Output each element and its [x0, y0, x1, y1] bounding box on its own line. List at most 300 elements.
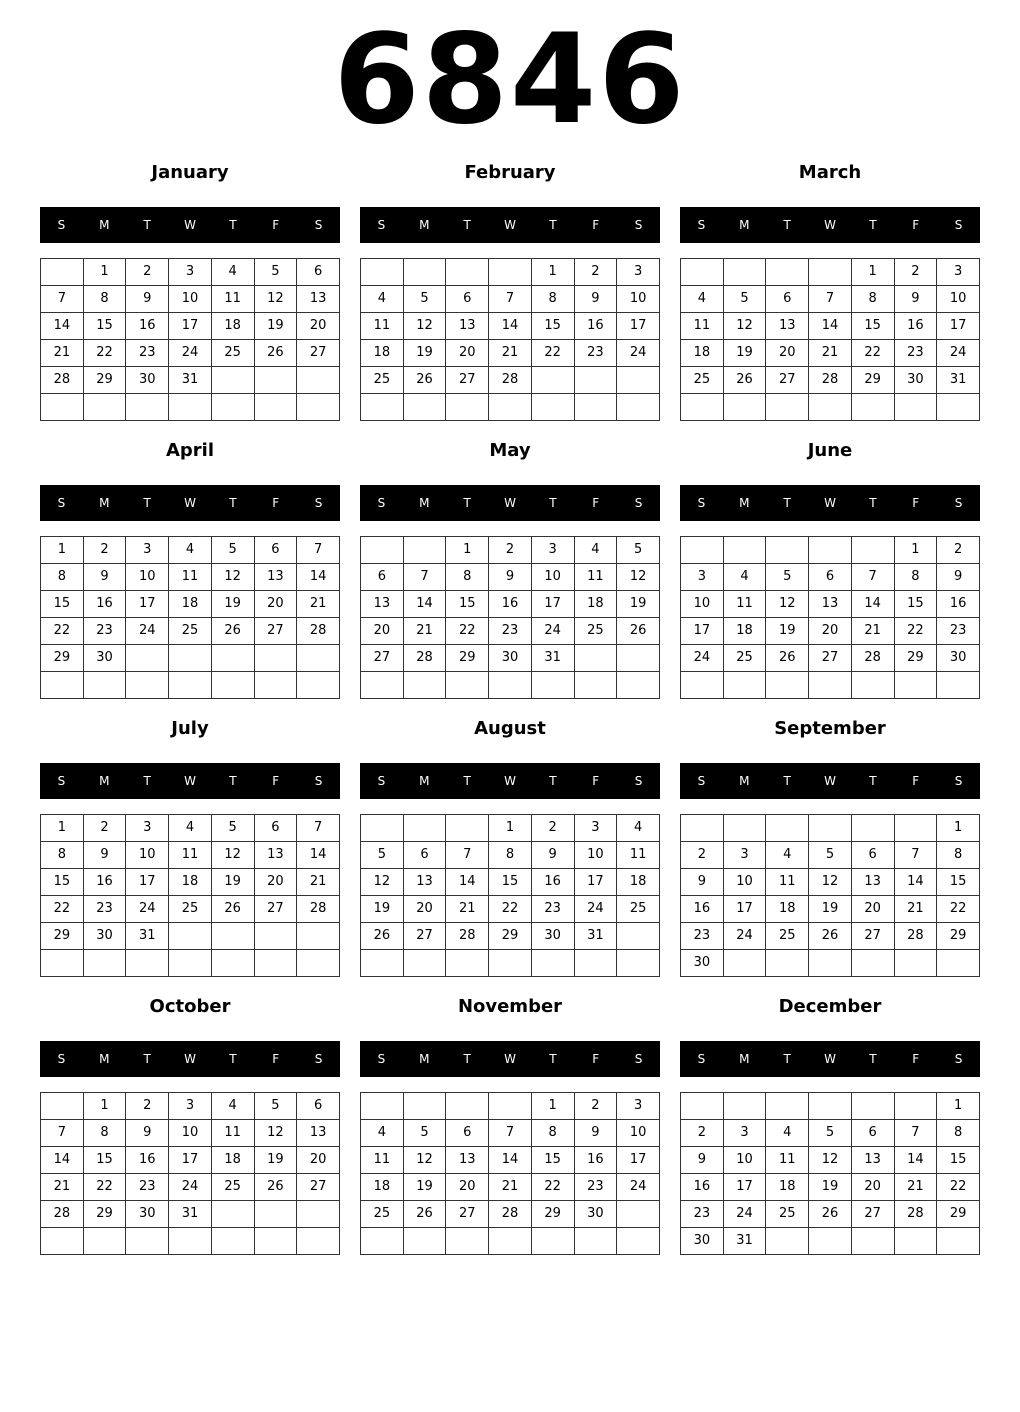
weekday-label: M	[419, 1052, 430, 1066]
day-cell	[41, 1093, 84, 1120]
weekday-label: T	[783, 496, 791, 510]
week-row	[361, 1120, 660, 1147]
day-cell: 29	[41, 645, 84, 672]
day-cell: 8	[489, 842, 532, 869]
day-cell: 10	[617, 286, 660, 313]
day-grid	[40, 1092, 340, 1255]
day-cell: 17	[723, 1174, 766, 1201]
day-cell: 19	[766, 618, 809, 645]
week-row	[361, 896, 660, 923]
week-row	[681, 1174, 980, 1201]
day-cell	[489, 1228, 532, 1255]
day-cell: 22	[83, 340, 126, 367]
day-cell	[723, 394, 766, 421]
day-cell	[851, 815, 894, 842]
day-cell: 26	[809, 923, 852, 950]
day-cell: 27	[851, 923, 894, 950]
weekday-label: F	[272, 1052, 280, 1066]
day-cell	[937, 394, 980, 421]
day-cell	[446, 815, 489, 842]
day-cell: 18	[169, 869, 212, 896]
day-cell: 31	[169, 367, 212, 394]
day-cell	[297, 672, 340, 699]
week-row	[41, 564, 340, 591]
weekday-label: T	[463, 496, 471, 510]
day-cell: 2	[937, 537, 980, 564]
day-cell: 16	[894, 313, 937, 340]
day-cell	[297, 1201, 340, 1228]
day-cell	[297, 950, 340, 977]
day-cell: 26	[809, 1201, 852, 1228]
week-row	[361, 564, 660, 591]
day-cell: 6	[446, 286, 489, 313]
weekday-label: S	[634, 496, 643, 510]
day-cell	[446, 672, 489, 699]
weekday-label: F	[912, 496, 920, 510]
weekday-label: T	[463, 774, 471, 788]
weekday-label: T	[869, 496, 877, 510]
weekday-label: S	[57, 496, 66, 510]
day-cell	[297, 1228, 340, 1255]
day-cell: 25	[211, 340, 254, 367]
day-cell: 18	[361, 340, 404, 367]
weekday-label: W	[184, 774, 196, 788]
day-cell: 22	[531, 340, 574, 367]
day-cell: 13	[446, 313, 489, 340]
day-cell: 15	[851, 313, 894, 340]
day-cell	[766, 672, 809, 699]
day-cell	[489, 1093, 532, 1120]
day-cell: 31	[531, 645, 574, 672]
day-cell: 6	[809, 564, 852, 591]
day-cell: 30	[489, 645, 532, 672]
day-cell: 20	[766, 340, 809, 367]
weekday-label: W	[824, 774, 836, 788]
day-cell	[531, 672, 574, 699]
day-cell	[574, 367, 617, 394]
day-cell	[851, 537, 894, 564]
day-cell: 7	[489, 286, 532, 313]
week-row	[681, 815, 980, 842]
weekday-label: T	[869, 218, 877, 232]
day-cell: 11	[211, 1120, 254, 1147]
day-cell: 5	[254, 259, 297, 286]
weekday-label: S	[377, 496, 386, 510]
weekday-label: T	[229, 774, 237, 788]
day-cell	[681, 259, 724, 286]
day-cell: 3	[681, 564, 724, 591]
day-cell: 22	[446, 618, 489, 645]
day-cell: 1	[851, 259, 894, 286]
month-name: January	[151, 162, 229, 183]
day-cell: 8	[937, 842, 980, 869]
weekday-header	[680, 763, 980, 799]
day-cell: 30	[681, 950, 724, 977]
day-cell	[83, 950, 126, 977]
day-grid	[360, 814, 660, 977]
day-cell: 25	[766, 923, 809, 950]
day-cell: 4	[211, 259, 254, 286]
day-cell: 31	[937, 367, 980, 394]
day-cell: 12	[211, 564, 254, 591]
day-grid	[360, 258, 660, 421]
day-cell: 14	[297, 564, 340, 591]
day-cell	[169, 672, 212, 699]
day-cell: 7	[297, 815, 340, 842]
weekday-label: F	[592, 496, 600, 510]
week-row	[681, 923, 980, 950]
day-cell: 29	[937, 923, 980, 950]
day-cell	[361, 815, 404, 842]
day-cell: 9	[531, 842, 574, 869]
weekday-label: S	[377, 218, 386, 232]
day-cell: 18	[211, 1147, 254, 1174]
weekday-label: S	[314, 496, 323, 510]
day-cell	[809, 537, 852, 564]
day-cell	[937, 1228, 980, 1255]
day-cell: 25	[681, 367, 724, 394]
day-cell	[766, 537, 809, 564]
day-cell: 11	[361, 313, 404, 340]
day-cell: 26	[361, 923, 404, 950]
day-cell	[766, 394, 809, 421]
day-cell: 15	[531, 313, 574, 340]
day-cell: 15	[531, 1147, 574, 1174]
day-cell: 23	[681, 923, 724, 950]
day-cell: 4	[169, 537, 212, 564]
day-cell	[41, 1228, 84, 1255]
day-cell: 2	[83, 537, 126, 564]
day-cell: 11	[169, 842, 212, 869]
day-cell	[169, 645, 212, 672]
day-cell	[126, 672, 169, 699]
day-cell: 27	[809, 645, 852, 672]
day-cell: 29	[937, 1201, 980, 1228]
day-cell	[297, 923, 340, 950]
day-cell: 20	[446, 340, 489, 367]
weekday-label: F	[272, 496, 280, 510]
week-row	[681, 1201, 980, 1228]
week-row	[681, 367, 980, 394]
day-cell: 6	[446, 1120, 489, 1147]
day-cell: 14	[446, 869, 489, 896]
day-cell	[41, 394, 84, 421]
day-cell: 8	[446, 564, 489, 591]
day-cell: 21	[851, 618, 894, 645]
day-cell: 28	[489, 367, 532, 394]
week-row	[681, 672, 980, 699]
day-cell	[766, 259, 809, 286]
day-cell: 28	[297, 618, 340, 645]
day-cell: 12	[403, 1147, 446, 1174]
week-row	[681, 394, 980, 421]
day-cell: 11	[574, 564, 617, 591]
day-cell: 19	[723, 340, 766, 367]
year-title: 6846	[333, 8, 687, 152]
day-cell: 9	[681, 869, 724, 896]
day-cell	[254, 394, 297, 421]
week-row	[41, 340, 340, 367]
week-row	[41, 537, 340, 564]
day-cell	[254, 923, 297, 950]
day-cell: 17	[169, 313, 212, 340]
day-cell: 13	[851, 1147, 894, 1174]
weekday-label: T	[229, 218, 237, 232]
day-cell: 16	[574, 313, 617, 340]
weekday-label: T	[143, 496, 151, 510]
day-cell: 29	[41, 923, 84, 950]
day-grid	[680, 258, 980, 421]
weekday-label: M	[419, 774, 430, 788]
day-cell: 21	[297, 869, 340, 896]
day-cell: 21	[297, 591, 340, 618]
day-cell: 4	[617, 815, 660, 842]
day-cell: 26	[211, 618, 254, 645]
day-cell: 22	[894, 618, 937, 645]
weekday-label: T	[549, 774, 557, 788]
day-cell: 14	[894, 869, 937, 896]
day-cell	[723, 259, 766, 286]
week-row	[361, 1093, 660, 1120]
day-cell	[403, 1093, 446, 1120]
weekday-label: S	[377, 1052, 386, 1066]
weekday-label: S	[57, 774, 66, 788]
day-cell: 26	[723, 367, 766, 394]
weekday-header	[40, 485, 340, 521]
day-cell: 28	[851, 645, 894, 672]
week-row	[361, 645, 660, 672]
day-cell: 14	[894, 1147, 937, 1174]
day-cell: 16	[531, 869, 574, 896]
day-cell	[361, 950, 404, 977]
day-cell: 22	[41, 896, 84, 923]
day-cell: 12	[211, 842, 254, 869]
day-cell	[254, 645, 297, 672]
day-cell: 24	[531, 618, 574, 645]
month-name: April	[165, 440, 215, 461]
day-cell	[169, 1228, 212, 1255]
day-cell: 21	[446, 896, 489, 923]
day-cell: 10	[617, 1120, 660, 1147]
day-cell	[126, 645, 169, 672]
day-cell: 11	[723, 591, 766, 618]
day-cell: 4	[211, 1093, 254, 1120]
day-cell: 26	[766, 645, 809, 672]
day-cell: 19	[809, 896, 852, 923]
day-cell: 8	[851, 286, 894, 313]
day-cell: 20	[809, 618, 852, 645]
day-cell	[83, 672, 126, 699]
day-cell: 31	[723, 1228, 766, 1255]
day-cell: 1	[83, 1093, 126, 1120]
weekday-label: T	[549, 496, 557, 510]
day-cell: 19	[403, 340, 446, 367]
day-cell: 24	[937, 340, 980, 367]
month-name: December	[778, 996, 882, 1017]
day-cell	[169, 923, 212, 950]
day-cell: 7	[809, 286, 852, 313]
day-cell: 18	[169, 591, 212, 618]
day-cell: 7	[894, 842, 937, 869]
day-cell: 11	[617, 842, 660, 869]
day-cell: 3	[169, 1093, 212, 1120]
day-cell: 14	[297, 842, 340, 869]
day-cell: 11	[766, 1147, 809, 1174]
day-cell: 30	[126, 367, 169, 394]
day-cell: 21	[489, 340, 532, 367]
day-cell: 15	[446, 591, 489, 618]
day-cell: 5	[766, 564, 809, 591]
day-cell: 3	[723, 1120, 766, 1147]
day-cell: 9	[894, 286, 937, 313]
week-row	[681, 286, 980, 313]
day-cell	[489, 950, 532, 977]
day-cell	[574, 645, 617, 672]
day-cell: 4	[361, 286, 404, 313]
weekday-label: M	[739, 774, 750, 788]
day-cell: 23	[574, 340, 617, 367]
week-row	[361, 842, 660, 869]
day-cell: 28	[41, 367, 84, 394]
day-cell: 15	[937, 869, 980, 896]
day-cell: 27	[254, 896, 297, 923]
day-cell	[126, 950, 169, 977]
day-cell: 23	[574, 1174, 617, 1201]
day-cell	[617, 645, 660, 672]
day-cell: 17	[126, 591, 169, 618]
week-row	[361, 815, 660, 842]
day-cell	[297, 394, 340, 421]
day-cell	[851, 1228, 894, 1255]
day-cell: 16	[574, 1147, 617, 1174]
day-cell: 11	[766, 869, 809, 896]
day-cell: 10	[937, 286, 980, 313]
day-cell: 16	[126, 1147, 169, 1174]
day-cell: 1	[41, 815, 84, 842]
day-cell: 3	[937, 259, 980, 286]
day-cell: 15	[41, 869, 84, 896]
day-cell: 24	[723, 1201, 766, 1228]
day-cell: 24	[574, 896, 617, 923]
day-cell: 2	[681, 1120, 724, 1147]
day-cell: 12	[403, 313, 446, 340]
week-row	[681, 645, 980, 672]
weekday-label: T	[869, 774, 877, 788]
day-cell: 1	[83, 259, 126, 286]
week-row	[681, 340, 980, 367]
day-cell: 21	[894, 896, 937, 923]
weekday-label: T	[229, 496, 237, 510]
day-cell	[403, 815, 446, 842]
day-cell: 5	[809, 1120, 852, 1147]
day-cell	[361, 1228, 404, 1255]
day-cell: 4	[766, 1120, 809, 1147]
day-cell: 17	[681, 618, 724, 645]
day-cell: 25	[723, 645, 766, 672]
week-row	[361, 340, 660, 367]
day-cell: 9	[83, 564, 126, 591]
day-cell: 5	[361, 842, 404, 869]
day-cell: 4	[169, 815, 212, 842]
day-cell: 25	[574, 618, 617, 645]
week-row	[361, 1228, 660, 1255]
day-cell: 14	[41, 1147, 84, 1174]
day-cell: 22	[937, 896, 980, 923]
day-cell	[531, 950, 574, 977]
day-cell	[574, 672, 617, 699]
day-cell: 18	[617, 869, 660, 896]
day-cell: 27	[446, 1201, 489, 1228]
day-grid	[360, 536, 660, 699]
day-cell: 22	[489, 896, 532, 923]
weekday-header	[360, 207, 660, 243]
day-cell: 27	[254, 618, 297, 645]
weekday-label: S	[314, 218, 323, 232]
day-cell: 1	[531, 1093, 574, 1120]
day-cell: 17	[126, 869, 169, 896]
day-cell: 22	[851, 340, 894, 367]
day-cell	[489, 672, 532, 699]
day-cell: 18	[574, 591, 617, 618]
week-row	[361, 1174, 660, 1201]
day-cell: 5	[723, 286, 766, 313]
day-cell: 2	[126, 1093, 169, 1120]
day-cell	[531, 394, 574, 421]
day-cell: 31	[169, 1201, 212, 1228]
day-cell: 30	[83, 923, 126, 950]
day-cell	[766, 1093, 809, 1120]
day-cell: 27	[297, 1174, 340, 1201]
day-cell	[809, 1093, 852, 1120]
week-row	[41, 1201, 340, 1228]
day-cell	[489, 394, 532, 421]
day-cell: 5	[254, 1093, 297, 1120]
day-cell: 13	[766, 313, 809, 340]
week-row	[681, 842, 980, 869]
day-cell: 6	[403, 842, 446, 869]
day-cell: 7	[297, 537, 340, 564]
day-cell	[41, 950, 84, 977]
day-cell	[617, 394, 660, 421]
day-cell: 11	[681, 313, 724, 340]
day-cell	[403, 394, 446, 421]
day-cell: 20	[851, 896, 894, 923]
day-cell: 23	[531, 896, 574, 923]
week-row	[361, 313, 660, 340]
day-cell: 1	[894, 537, 937, 564]
day-cell: 27	[851, 1201, 894, 1228]
weekday-label: T	[463, 218, 471, 232]
day-cell: 28	[297, 896, 340, 923]
weekday-label: T	[549, 1052, 557, 1066]
day-cell: 14	[403, 591, 446, 618]
day-cell	[254, 367, 297, 394]
day-cell: 29	[446, 645, 489, 672]
day-cell: 12	[809, 1147, 852, 1174]
day-cell	[937, 672, 980, 699]
day-cell: 30	[894, 367, 937, 394]
week-row	[41, 672, 340, 699]
day-cell	[851, 672, 894, 699]
day-cell: 18	[681, 340, 724, 367]
day-cell: 23	[894, 340, 937, 367]
day-cell: 5	[617, 537, 660, 564]
day-cell: 23	[489, 618, 532, 645]
weekday-label: W	[504, 496, 516, 510]
weekday-label: W	[184, 496, 196, 510]
week-row	[681, 591, 980, 618]
day-cell: 9	[126, 1120, 169, 1147]
